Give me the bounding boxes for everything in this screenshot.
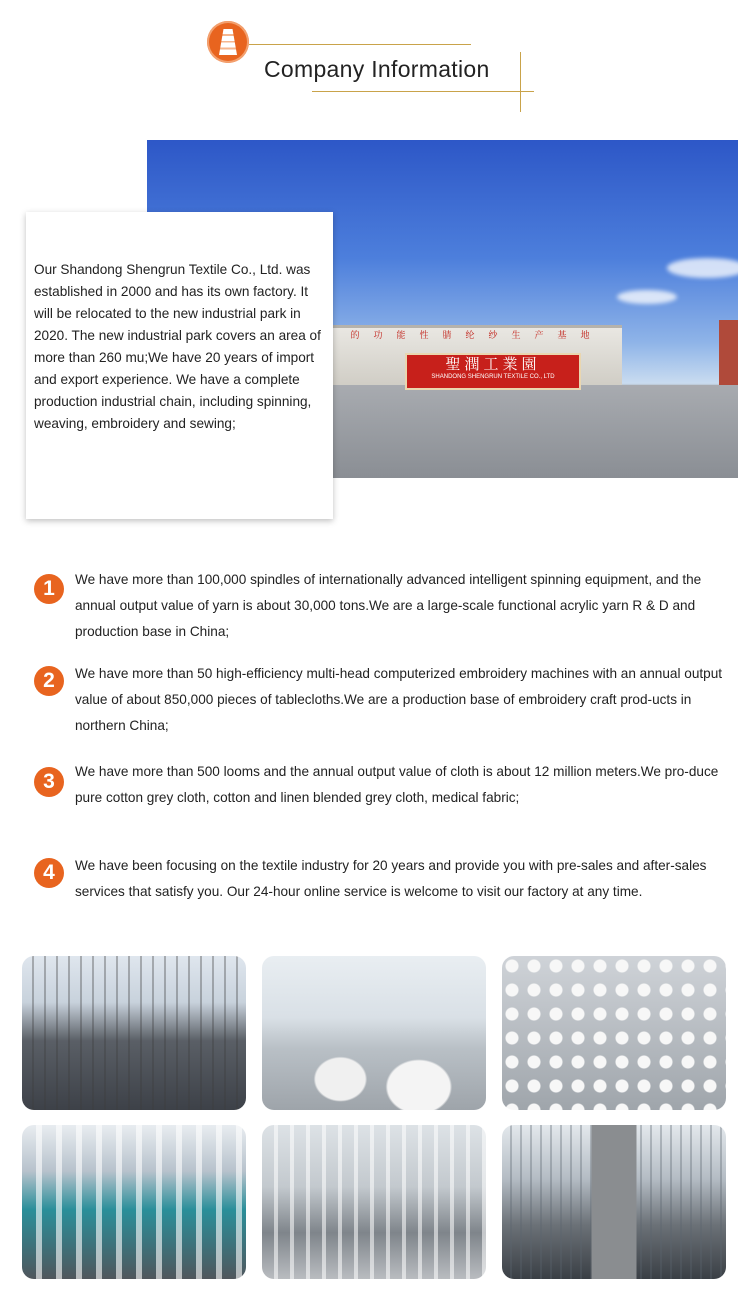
factory-sign-chinese: 聖潤工業園	[445, 355, 541, 373]
header-line-vertical	[520, 52, 521, 112]
number-badge-3: 3	[34, 767, 64, 797]
red-building	[719, 320, 738, 385]
intro-card	[26, 212, 333, 519]
factory-photo-spinning-1	[22, 956, 246, 1110]
header-line-bottom	[312, 91, 534, 92]
point-text-4: We have been focusing on the textile industry for 20 years and provide you with pre-sales and after-sales services that satisfy you. Our 24-hour online service is welcome to visit our factory at any time.	[75, 858, 707, 899]
factory-photo-workshop-aisle	[502, 1125, 726, 1279]
point-text-2: We have more than 50 high-efficiency multi-head computerized embroidery machines with an annual output value of about 850,000 pieces of tablecloths.We are a production base of embroidery craft prod-ucts in northern China;	[75, 666, 723, 733]
intro-paragraph: Our Shandong Shengrun Textile Co., Ltd. was established in 2000 and has its own factory. It will be relocated to the new industrial park in 2020. The new industrial park covers an area of more than 260 mu;We have 20 years of import and export experience. We have a complete production industrial chain, including spinning, weaving, embroidery and sewing;	[34, 262, 321, 431]
header-line-top	[249, 44, 471, 45]
cloud	[617, 290, 677, 304]
factory-photo-yarn-bobbins	[502, 956, 726, 1110]
factory-photo-spinning-2	[22, 1125, 246, 1279]
number-badge-1: 1	[34, 574, 64, 604]
point-text-1: We have more than 100,000 spindles of internationally advanced intelligent spinning equipment, and the annual output value of yarn is about 30,000 tons.We are a large-scale functional acrylic yarn R & D and production base in China;	[75, 572, 702, 639]
point-text-3: We have more than 500 looms and the annual output value of cloth is about 12 million meters.We pro-duce pure cotton grey cloth, cotton and linen blended grey cloth, medical fabric;	[75, 764, 719, 805]
factory-sign-english: SHANDONG SHENGRUN TEXTILE CO., LTD	[431, 374, 555, 380]
building-slogan: 的功能性腈纶纱生产基地	[350, 330, 604, 340]
cloud	[667, 258, 738, 278]
factory-photo-cotton-bins	[262, 956, 486, 1110]
number-badge-4: 4	[34, 858, 64, 888]
page-title: Company Information	[264, 56, 490, 82]
factory-sign	[405, 353, 581, 390]
factory-photo-roving-frames	[262, 1125, 486, 1279]
number-badge-2: 2	[34, 666, 64, 696]
